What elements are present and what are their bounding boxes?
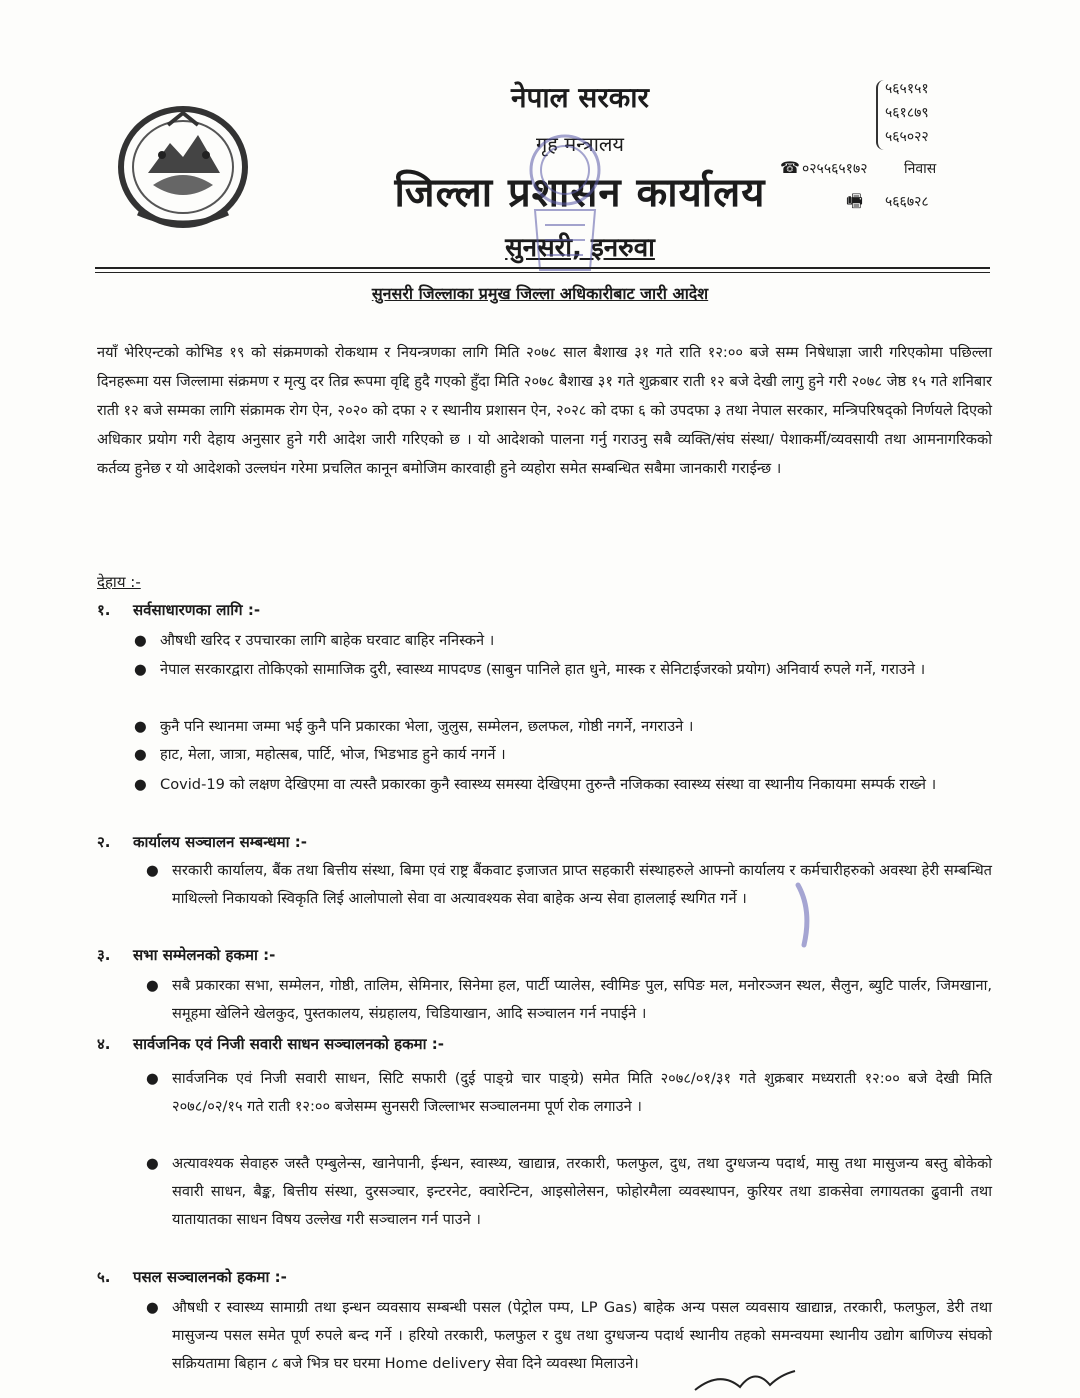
section-number: ४. bbox=[97, 1035, 111, 1053]
bullet-icon: ● bbox=[146, 1155, 159, 1172]
list-item: ● हाट, मेला, जात्रा, महोत्सब, पार्टि, भोज, भिडभाड हुने कार्य नगर्ने । bbox=[160, 741, 992, 769]
signature-icon bbox=[690, 1365, 800, 1395]
telephone-icon: ☎ bbox=[780, 158, 800, 177]
dehaya-label: देहाय :- bbox=[97, 573, 141, 591]
bullet-icon: ● bbox=[134, 746, 147, 763]
nepal-emblem-icon bbox=[108, 95, 258, 235]
district-title: सुनसरी, इनरुवा bbox=[505, 233, 655, 263]
section-heading-3 bbox=[97, 945, 275, 965]
bullet-icon: ● bbox=[134, 776, 147, 793]
bullet-icon: ● bbox=[134, 632, 147, 649]
bullet-icon: ● bbox=[146, 862, 159, 879]
bullet-icon: ● bbox=[146, 1299, 159, 1316]
bullet-icon: ● bbox=[134, 718, 147, 735]
section-title: पसल सञ्चालनको हकमा :- bbox=[133, 1268, 287, 1286]
section-title: सार्वजनिक एवं निजी सवारी साधन सञ्चालनको हकमा :- bbox=[133, 1035, 444, 1053]
office-stamp-icon bbox=[515, 130, 615, 280]
section-heading-4 bbox=[97, 1034, 444, 1054]
telephone-number: ०२५५६५१७२ bbox=[802, 161, 868, 177]
list-item: ● Covid-19 को लक्षण देखिएमा वा त्यस्तै प्रकारका कुनै स्वास्थ्य समस्या देखिएमा तुरुन्तै नजिकका स्वास्थ्य संस्था वा स्थानीय निकायमा सम्पर्क राख्ने । bbox=[160, 771, 992, 799]
list-item: ● सार्वजनिक एवं निजी सवारी साधन, सिटि सफारी (दुई पाङ्ग्रे चार पाङ्ग्रे) समेत मिति २०७८/०१/३१ गते शुक्रबार मध्यराती १२:०० बजे देखी मिति २०७८/०२/१५ गते राती १२:०० बजेसम्म सुनसरी जिल्लाभर सञ्चालनमा पूर्ण रोक लगाउने । bbox=[172, 1065, 992, 1121]
list-item: ● नेपाल सरकारद्वारा तोकिएको सामाजिक दुरी, स्वास्थ्य मापदण्ड (साबुन पानिले हात धुने, मास्क र सेनिटाईजरको प्रयोग) अनिवार्य रुपले गर्ने, गराउने । bbox=[160, 656, 992, 684]
bullet-icon: ● bbox=[146, 1070, 159, 1087]
section-heading-1 bbox=[97, 600, 260, 620]
list-item: ● औषधी र स्वास्थ्य सामाग्री तथा इन्धन व्यवसाय सम्बन्धी पसल (पेट्रोल पम्प, LP Gas) बाहेक अन्य पसल व्यवसाय खाद्यान्न, तरकारी, फलफुल, डेरी तथा मासुजन्य पसल समेत पूर्ण रुपले बन्द गर्ने । हरियो तरकारी, फलफुल र दुध तथा दुग्धजन्य पदार्थ स्थानीय तहको समन्वयमा स्थानीय उद्योग बाणिज्य संघको सक्रियतामा बिहान ८ बजे भित्र घर घरमा Home delivery सेवा दिने व्यवस्था मिलाउने। bbox=[172, 1294, 992, 1378]
phone-number: ५६५०२२ bbox=[885, 129, 929, 145]
header-rule bbox=[95, 267, 990, 269]
pen-mark-icon bbox=[790, 880, 820, 950]
section-number: ५. bbox=[97, 1268, 111, 1286]
list-item: ● सबै प्रकारका सभा, सम्मेलन, गोष्ठी, तालिम, सेमिनार, सिनेमा हल, पार्टी प्यालेस, स्वीमिङ पुल, सपिङ मल, मनोरञ्जन स्थल, सैलुन, ब्युटि पार्लर, जिमखाना, समूहमा खेलिने खेलकुद, पुस्तकालय, संग्रहालय, चिडियाखान, आदि सञ्चालन गर्न नपाईने । bbox=[172, 972, 992, 1028]
section-title: कार्यालय सञ्चालन सम्बन्धमा :- bbox=[133, 833, 307, 851]
header-rule bbox=[95, 272, 990, 273]
section-number: २. bbox=[97, 833, 111, 851]
list-item: ● सरकारी कार्यालय, बैंक तथा बित्तीय संस्था, बिमा एवं राष्ट्र बैंकवाट इजाजत प्राप्त सहकारी संस्थाहरुले आफ्नो कार्यालय र कर्मचारीहरुको अवस्था हेरी सम्बन्धित माथिल्लो निकायको स्विकृति लिई आलोपालो सेवा वा अत्यावश्यक सेवा बाहेक अन्य सेवा हाललाई स्थगित गर्ने । bbox=[172, 857, 992, 913]
section-heading-5 bbox=[97, 1267, 287, 1287]
government-title: नेपाल सरकार bbox=[510, 81, 650, 114]
intro-paragraph: नयाँ भेरिएन्टको कोभिड १९ को संक्रमणको रोकथाम र नियन्त्रणका लागि मिति २०७८ साल बैशाख ३१ गते राति १२:०० बजे सम्म निषेधाज्ञा जारी गरिएकोमा पछिल्ला दिनहरूमा यस जिल्लामा संक्रमण र मृत्यु दर तिव्र रूपमा वृद्दि हुदै गएको हुँदा मिति २०७८ बैशाख ३१ गते शुक्रबार राती १२ बजे देखी लागु हुने गरी २०७८ जेष्ठ १५ गते शनिबार राती १२ बजे सम्मका लागि संक्रामक रोग ऐन, २०२० को दफा २ र स्थानीय प्रशासन ऐन, २०२८ को दफा ६ को उपदफा ३ तथा नेपाल सरकार, मन्त्रिपरिषद्को निर्णयले दिएको अधिकार प्रयोग गरी देहाय अनुसार हुने गरी आदेश जारी गरिएको छ । यो आदेशको पालना गर्नु गराउनु सबै व्यक्ति/संघ संस्था/ पेशाकर्मी/व्यवसायी तथा आमनागरिकको कर्तव्य हुनेछ र यो आदेशको उल्लघंन गरेमा प्रचलित कानून बमोजिम कारवाही हुने व्यहोरा समेत सम्बन्धित सबैमा जानकारी गराईन्छ । bbox=[97, 344, 992, 477]
section-number: १. bbox=[97, 601, 111, 619]
section-number: ३. bbox=[97, 946, 111, 964]
list-item: ● औषधी खरिद र उपचारका लागि बाहेक घरवाट बाहिर ननिस्कने । bbox=[160, 627, 992, 655]
fax-number: ५६६७२८ bbox=[885, 194, 929, 210]
phone-number: ५६१८७९ bbox=[885, 105, 929, 121]
fax-icon: 🖷 bbox=[846, 191, 863, 212]
list-item: ● अत्यावश्यक सेवाहरु जस्तै एम्बुलेन्स, खानेपानी, ईन्धन, स्वास्थ्य, खाद्यान्न, तरकारी, फलफुल, दुध, तथा दुग्धजन्य पदार्थ, मासु तथा मासुजन्य बस्तु बोकेको सवारी साधन, बैङ्क, बित्तीय संस्था, दुरसञ्चार, इन्टरनेट, क्वारेन्टिन, आइसोलेसन, फोहोरमैला व्यवस्थापन, कुरियर तथा डाकसेवा लगायतका ढुवानी तथा यातायातका साधन विषय उल्लेख गरी सञ्चालन गर्न पाउने । bbox=[172, 1150, 992, 1234]
subject-line: सुनसरी जिल्लाका प्रमुख जिल्ला अधिकारीबाट जारी आदेश bbox=[371, 284, 709, 303]
bullet-icon: ● bbox=[134, 661, 147, 678]
office-title: जिल्ला प्रशासन कार्यालय bbox=[394, 170, 766, 216]
phone-number: ५६५१५१ bbox=[885, 81, 929, 97]
list-item: ● कुनै पनि स्थानमा जम्मा भई कुनै पनि प्रकारका भेला, जुलुस, सम्मेलन, छलफल, गोष्ठी नगर्ने, नगराउने । bbox=[160, 713, 992, 741]
section-title: सभा सम्मेलनको हकमा :- bbox=[133, 946, 276, 964]
section-title: सर्वसाधारणका लागि :- bbox=[133, 601, 261, 619]
telephone-label: निवास bbox=[904, 161, 937, 177]
ministry-title: गृह मन्त्रालय bbox=[535, 132, 625, 156]
bullet-icon: ● bbox=[146, 977, 159, 994]
section-heading-2 bbox=[97, 832, 307, 852]
